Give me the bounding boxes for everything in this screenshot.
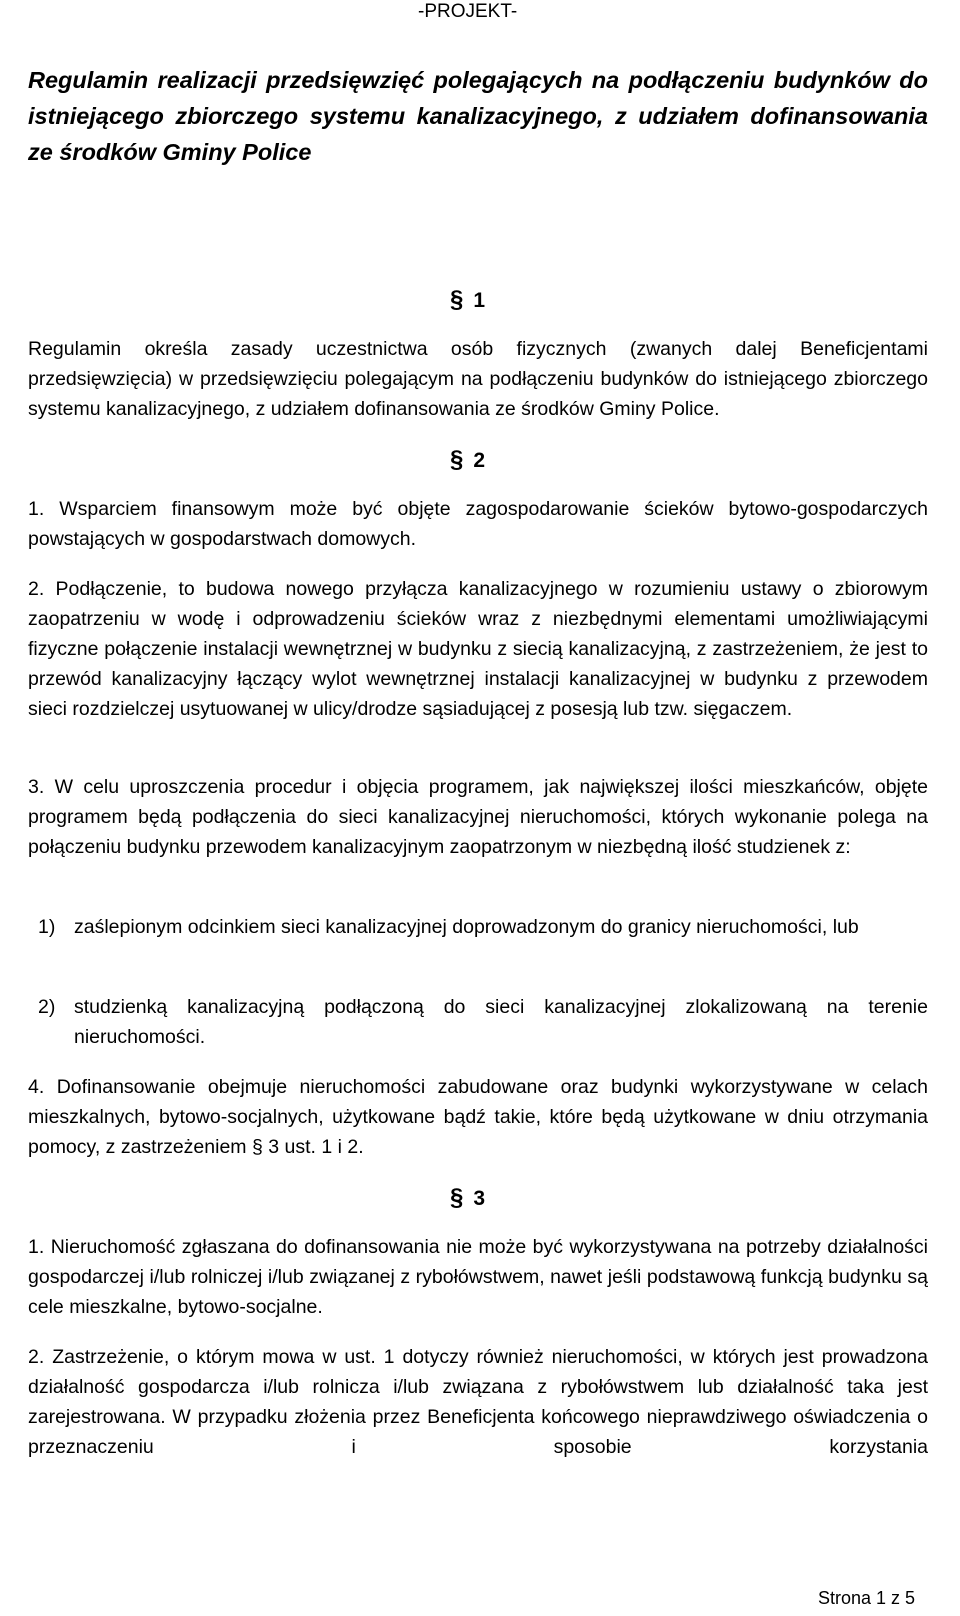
section-number: 2 bbox=[473, 449, 486, 472]
list-item bbox=[38, 912, 928, 942]
section-number: 1 bbox=[473, 289, 486, 312]
section-sign: § bbox=[450, 1184, 464, 1211]
paragraph-s3-2: 2. Zastrzeżenie, o którym mowa w ust. 1 dotyczy również nieruchomości, w których jest prowadzona działalność gospodarcza i/lub rolnicza i/lub związana z rybołówstwem lub działalność taka jest zarejestrowana. W przypadku złożenia przez Beneficjenta końcowego nieprawdziwego oświadczenia o przeznaczeniu i sposobie korzystania bbox=[28, 1346, 928, 1458]
list-item-text: studzienką kanalizacyjną podłączoną do sieci kanalizacyjnej zlokalizowaną na terenie nieruchomości. bbox=[74, 996, 928, 1048]
paragraph-s2-4: 4. Dofinansowanie obejmuje nieruchomości zabudowane oraz budynki wykorzystywane w celach mieszkalnych, bytowo-socjalnych, użytkowane bądź takie, które będą użytkowane w dniu otrzymania pomocy, z zastrzeżeniem § 3 ust. 1 i 2. bbox=[28, 1076, 928, 1158]
section-heading-2 bbox=[450, 446, 485, 475]
section-number: 3 bbox=[473, 1187, 486, 1210]
document-header-label: -PROJEKT- bbox=[418, 1, 518, 22]
list-item-number: 1) bbox=[38, 916, 56, 938]
document-title: Regulamin realizacji przedsięwzięć polegających na podłączeniu budynków do istniejącego zbiorczego systemu kanalizacyjnego, z udziałem dofinansowania ze środków Gminy Police bbox=[28, 67, 928, 165]
list-item-text: zaślepionym odcinkiem sieci kanalizacyjnej doprowadzonym do granicy nieruchomości, lub bbox=[74, 916, 859, 938]
paragraph-s3-1: 1. Nieruchomość zgłaszana do dofinansowania nie może być wykorzystywana na potrzeby działalności gospodarczej i/lub rolniczej i/lub związanej z rybołówstwem, nawet jeśli podstawową funkcją budynku są cele mieszkalne, bytowo-socjalne. bbox=[28, 1236, 928, 1318]
section-sign: § bbox=[450, 286, 464, 313]
section-sign: § bbox=[450, 446, 464, 473]
paragraph-s2-2: 2. Podłączenie, to budowa nowego przyłącza kanalizacyjnego w rozumieniu ustawy o zbiorowym zaopatrzeniu w wodę i odprowadzeniu ścieków wraz z niezbędnymi elementami umożliwiającymi fizyczne połączenie instalacji wewnętrznej w budynku z siecią kanalizacyjną, z zastrzeżeniem, że jest to przewód kanalizacyjny łączący wylot wewnętrznej instalacji kanalizacyjnej w budynku z przewodem sieci rozdzielczej usytuowanej w ulicy/drodze sąsiadującej z posesją lub tzw. sięgaczem. bbox=[28, 578, 928, 720]
list-item-number: 2) bbox=[38, 996, 56, 1018]
page-number-footer: Strona 1 z 5 bbox=[818, 1588, 916, 1608]
paragraph-s2-3: 3. W celu uproszczenia procedur i objęcia programem, jak największej ilości mieszkańców, objęte programem będą podłączenia do sieci kanalizacyjnej nieruchomości, których wykonanie polega na połączeniu budynku przewodem kanalizacyjnym zaopatrzonym w niezbędną ilość studzienek z: bbox=[28, 776, 928, 858]
list-item bbox=[38, 992, 928, 1052]
section-heading-1 bbox=[450, 286, 485, 315]
section-heading-3 bbox=[450, 1184, 485, 1213]
paragraph-s2-1: 1. Wsparciem finansowym może być objęte zagospodarowanie ścieków bytowo-gospodarczych powstających w gospodarstwach domowych. bbox=[28, 498, 928, 550]
paragraph-s1: Regulamin określa zasady uczestnictwa osób fizycznych (zwanych dalej Beneficjentami przedsięwzięcia) w przedsięwzięciu polegającym na podłączeniu budynków do istniejącego zbiorczego systemu kanalizacyjnego, z udziałem dofinansowania ze środków Gminy Police. bbox=[28, 338, 928, 420]
